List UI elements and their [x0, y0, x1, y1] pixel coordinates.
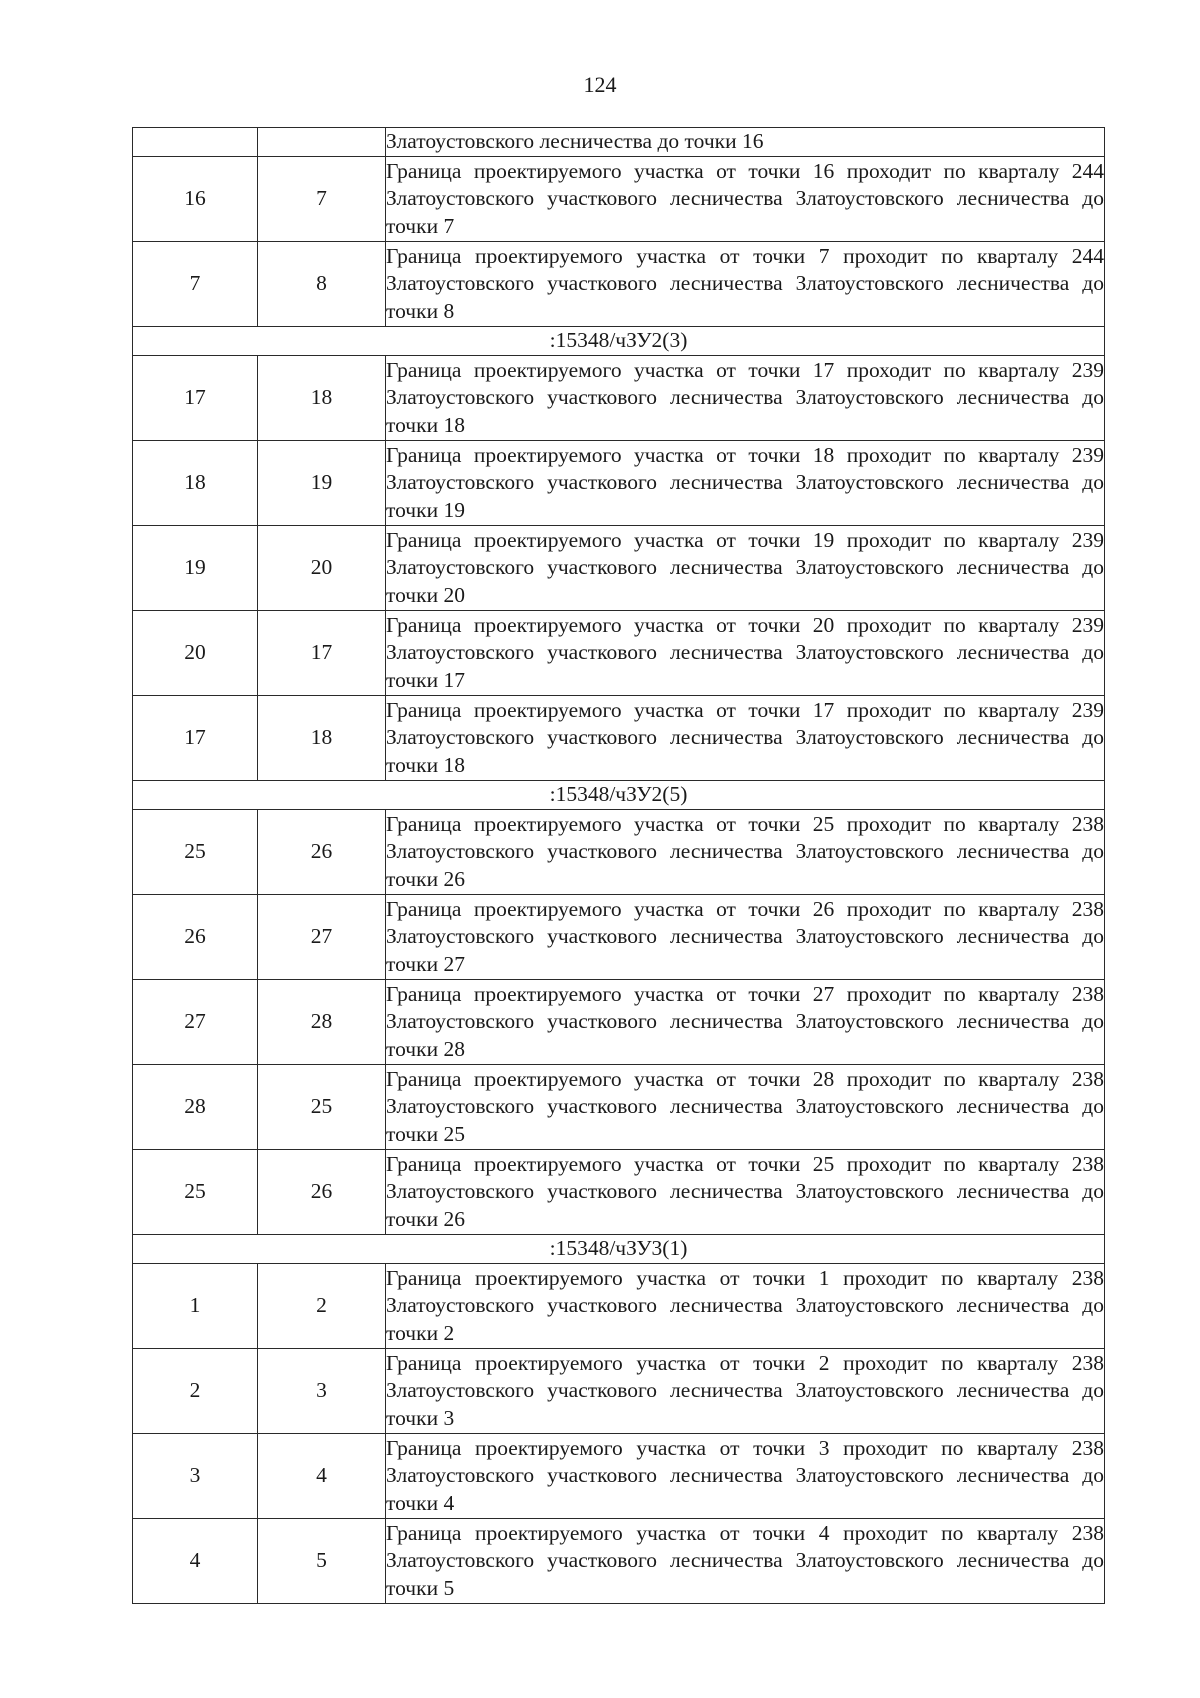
page-number: 124: [583, 72, 617, 97]
section-title: :15348/чЗУ3(1): [133, 1235, 1105, 1264]
point-to-cell: 18: [258, 696, 386, 781]
table-row: [133, 696, 1105, 781]
table-row: [133, 242, 1105, 327]
table-row: [133, 810, 1105, 895]
point-from-cell: 4: [133, 1519, 258, 1604]
section-header-row: [133, 327, 1105, 356]
continued-row: [133, 128, 1105, 157]
description-cell: Златоустовского лесничества до точки 16: [386, 128, 1105, 157]
point-from-cell: 26: [133, 895, 258, 980]
point-from-cell: 7: [133, 242, 258, 327]
description-cell: Граница проектируемого участка от точки 16 проходит по кварталу 244 Златоустовского участкового лесничества Златоустовского лесничества до точки 7: [386, 157, 1105, 242]
table-row: [133, 1065, 1105, 1150]
description-cell: Граница проектируемого участка от точки 26 проходит по кварталу 238 Златоустовского участкового лесничества Златоустовского лесничества до точки 27: [386, 895, 1105, 980]
description-cell: Граница проектируемого участка от точки 18 проходит по кварталу 239 Златоустовского участкового лесничества Златоустовского лесничества до точки 19: [386, 441, 1105, 526]
point-from-cell: 1: [133, 1264, 258, 1349]
point-to-cell: 18: [258, 356, 386, 441]
point-to-cell: 19: [258, 441, 386, 526]
point-to-cell: 4: [258, 1434, 386, 1519]
point-to-cell: 25: [258, 1065, 386, 1150]
point-from-cell: 17: [133, 356, 258, 441]
point-from-cell: 3: [133, 1434, 258, 1519]
table-row: [133, 1519, 1105, 1604]
table-row: [133, 1349, 1105, 1434]
description-cell: Граница проектируемого участка от точки 17 проходит по кварталу 239 Златоустовского участкового лесничества Златоустовского лесничества до точки 18: [386, 356, 1105, 441]
table-row: [133, 157, 1105, 242]
point-from-cell: 27: [133, 980, 258, 1065]
point-from-cell: [133, 128, 258, 157]
table-body: [133, 128, 1105, 1604]
point-to-cell: 5: [258, 1519, 386, 1604]
point-to-cell: 27: [258, 895, 386, 980]
section-title: :15348/чЗУ2(5): [133, 781, 1105, 810]
table-row: [133, 441, 1105, 526]
description-cell: Граница проектируемого участка от точки 25 проходит по кварталу 238 Златоустовского участкового лесничества Златоустовского лесничества до точки 26: [386, 1150, 1105, 1235]
point-to-cell: 26: [258, 1150, 386, 1235]
point-to-cell: 26: [258, 810, 386, 895]
point-from-cell: 25: [133, 810, 258, 895]
description-cell: Граница проектируемого участка от точки 3 проходит по кварталу 238 Златоустовского участкового лесничества Златоустовского лесничества до точки 4: [386, 1434, 1105, 1519]
point-from-cell: 19: [133, 526, 258, 611]
point-from-cell: 2: [133, 1349, 258, 1434]
point-to-cell: 28: [258, 980, 386, 1065]
point-to-cell: 2: [258, 1264, 386, 1349]
point-from-cell: 25: [133, 1150, 258, 1235]
point-to-cell: 3: [258, 1349, 386, 1434]
point-to-cell: 20: [258, 526, 386, 611]
description-cell: Граница проектируемого участка от точки 28 проходит по кварталу 238 Златоустовского участкового лесничества Златоустовского лесничества до точки 25: [386, 1065, 1105, 1150]
description-cell: Граница проектируемого участка от точки 2 проходит по кварталу 238 Златоустовского участкового лесничества Златоустовского лесничества до точки 3: [386, 1349, 1105, 1434]
table-row: [133, 1264, 1105, 1349]
description-cell: Граница проектируемого участка от точки 4 проходит по кварталу 238 Златоустовского участкового лесничества Златоустовского лесничества до точки 5: [386, 1519, 1105, 1604]
description-cell: Граница проектируемого участка от точки 1 проходит по кварталу 238 Златоустовского участкового лесничества Златоустовского лесничества до точки 2: [386, 1264, 1105, 1349]
table-row: [133, 895, 1105, 980]
table-row: [133, 1150, 1105, 1235]
description-cell: Граница проектируемого участка от точки 7 проходит по кварталу 244 Златоустовского участкового лесничества Златоустовского лесничества до точки 8: [386, 242, 1105, 327]
point-from-cell: 17: [133, 696, 258, 781]
description-cell: Граница проектируемого участка от точки 25 проходит по кварталу 238 Златоустовского участкового лесничества Златоустовского лесничества до точки 26: [386, 810, 1105, 895]
point-from-cell: 16: [133, 157, 258, 242]
point-from-cell: 20: [133, 611, 258, 696]
table-row: [133, 980, 1105, 1065]
point-to-cell: 17: [258, 611, 386, 696]
table-row: [133, 526, 1105, 611]
boundary-description-table: [132, 127, 1105, 1604]
description-cell: Граница проектируемого участка от точки 17 проходит по кварталу 239 Златоустовского участкового лесничества Златоустовского лесничества до точки 18: [386, 696, 1105, 781]
section-header-row: [133, 1235, 1105, 1264]
point-to-cell: 8: [258, 242, 386, 327]
point-from-cell: 28: [133, 1065, 258, 1150]
section-header-row: [133, 781, 1105, 810]
table-row: [133, 356, 1105, 441]
description-cell: Граница проектируемого участка от точки 20 проходит по кварталу 239 Златоустовского участкового лесничества Златоустовского лесничества до точки 17: [386, 611, 1105, 696]
table-row: [133, 611, 1105, 696]
point-to-cell: [258, 128, 386, 157]
description-cell: Граница проектируемого участка от точки 19 проходит по кварталу 239 Златоустовского участкового лесничества Златоустовского лесничества до точки 20: [386, 526, 1105, 611]
point-from-cell: 18: [133, 441, 258, 526]
section-title: :15348/чЗУ2(3): [133, 327, 1105, 356]
table-row: [133, 1434, 1105, 1519]
point-to-cell: 7: [258, 157, 386, 242]
description-cell: Граница проектируемого участка от точки 27 проходит по кварталу 238 Златоустовского участкового лесничества Златоустовского лесничества до точки 28: [386, 980, 1105, 1065]
